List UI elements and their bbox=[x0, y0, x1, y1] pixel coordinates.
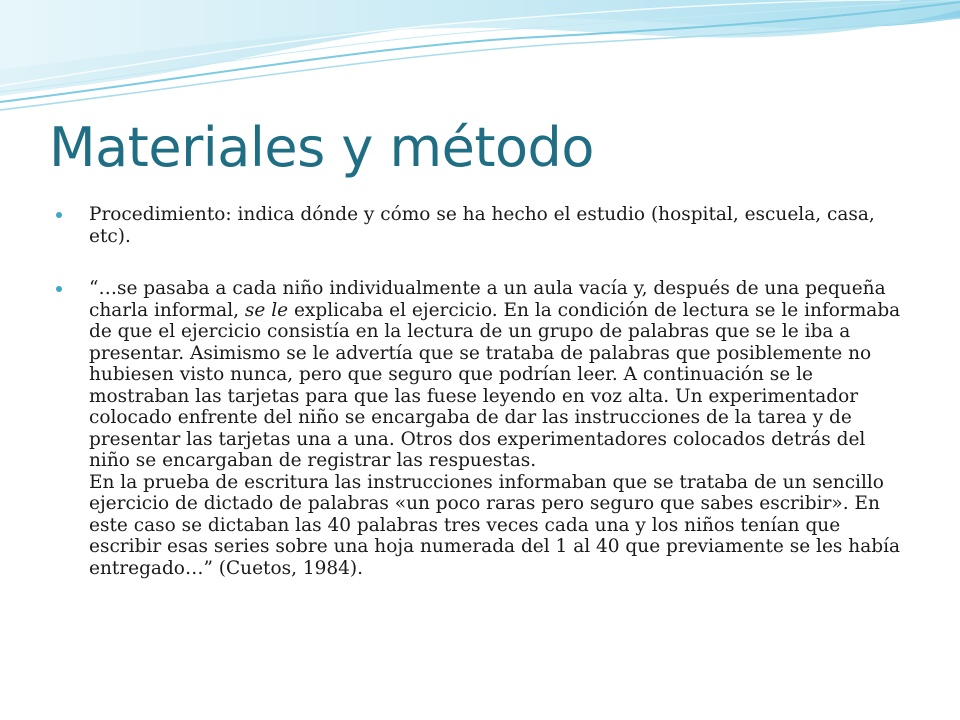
quote-text: explicaba el ejercicio. En la condición de lectura se le informaba de que el ejercicio consistía en la lectura de un grupo de palabras que se le iba a presentar. Asimismo se le advertía que se trataba de palabras que posiblemente no hubiesen visto nunca, pero que seguro que podrían leer. A continuación se le mostraban las tarjetas para que las fuese leyendo en voz alta. Un experimentador colocado enfrente del niño se encargaba de dar las instrucciones de la tarea y de presentar las tarjetas una a una. Otros dos experimentadores colocados detrás del niño se encargaban de registrar las respuestas. bbox=[89, 299, 901, 471]
quote-emphasis: se le bbox=[244, 299, 289, 321]
bullet-item-quote bbox=[56, 278, 906, 579]
quote-paragraph-2: En la prueba de escritura las instrucciones informaban que se trataba de un sencillo ejercicio de dictado de palabras «un poco raras pero seguro que sabes escribir». En este caso se dictaban las 40 palabras tres veces cada una y los niños tenían que escribir esas series sobre una hoja numerada del 1 al 40 que previamente se les había entregado…” (Cuetos, 1984). bbox=[89, 471, 901, 579]
bullet-list bbox=[56, 204, 906, 610]
quote-text: “…se pasaba a cada niño individualmente a un aula vacía y, después de una pequeña charla informal, bbox=[89, 278, 886, 321]
bullet-dot-icon bbox=[56, 212, 62, 218]
bullet-item-procedimiento bbox=[56, 204, 906, 247]
quote-paragraph-1 bbox=[89, 278, 906, 472]
bullet-dot-icon bbox=[56, 286, 62, 292]
bullet-text: Procedimiento: indica dónde y cómo se ha hecho el estudio (hospital, escuela, casa, etc). bbox=[89, 204, 875, 247]
slide-title: Materiales y método bbox=[49, 116, 594, 179]
decorative-wave-banner bbox=[0, 0, 960, 130]
